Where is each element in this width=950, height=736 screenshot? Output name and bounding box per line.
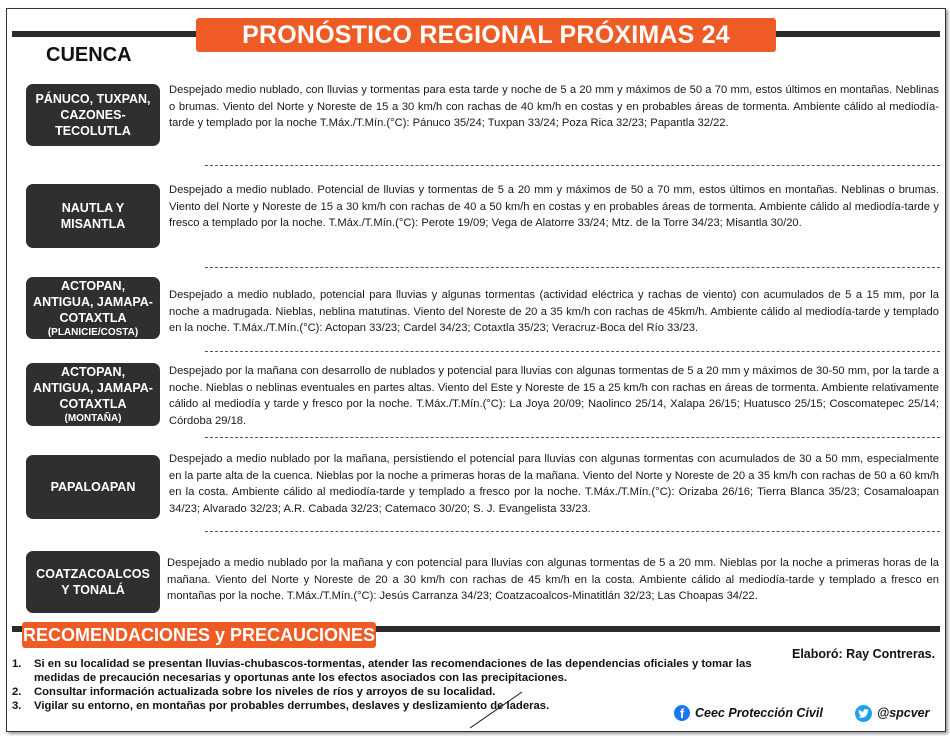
list-text: Consultar información actualizada sobre los niveles de ríos y arroyos de su localidad. <box>34 686 496 698</box>
facebook-icon: f <box>674 705 690 721</box>
region-forecast-actopan-costa: Despejado a medio nublado, potencial para lluvias y algunas tormentas (actividad eléctrica y rachas de viento) con acumulados de 5 a 15 mm, por la noche a madrugada. Nieblas, neblina matutinas. Viento del Noreste de 20 a 35 km/h con rachas de 45km/h. Ambiente cálido al mediodía-tarde y templado en la noche. T.Máx./T.Mín.(°C): Actopan 33/23; Cardel 34/23; Cotaxtla 35/23; Veracruz-Boca del Río 33/23. <box>169 289 939 334</box>
basin-heading: CUENCA <box>46 44 132 66</box>
region-label-line: ACTOPAN, <box>60 365 126 379</box>
region-label-line: COATZACOALCOS <box>36 567 150 581</box>
twitter-link[interactable] <box>855 702 930 724</box>
list-number: 2. <box>12 686 22 698</box>
region-label-line: PÁNUCO, TUXPAN, <box>35 92 151 106</box>
region-forecast-nautla: Despejado a medio nublado. Potencial de lluvias y tormentas de 5 a 20 mm y máximos de 50 a 70 mm, estos últimos en montañas. Neblinas o brumas. Viento del Norte y Noreste de 15 a 30 km/h con rachas de 40 a 50 km/h en costas y en probables áreas de tormenta. Ambiente cálido al mediodía-tarde y fresco a templado por la noche. T.Máx./T.Mín.(°C): Perote 19/09; Vega de Alatorre 33/24; Mtz. de la Torre 34/23; Misantla 30/20. <box>169 184 939 229</box>
region-label-papaloapan <box>26 455 160 519</box>
region-forecast-panuco: Despejado medio nublado, con lluvias y tormentas para esta tarde y noche de 5 a 20 mm y máximos de 50 a 70 mm, estos últimos en montañas. Neblinas o brumas. Viento del Norte y Noreste de 15 a 30 km/h con rachas de 40 km/h en costas y en probables áreas de tormenta. Ambiente cálido al mediodía-tarde y templado por la noche T.Máx./T.Mín.(°C): Pánuco 35/24; Tuxpan 33/24; Poza Rica 32/23; Papantla 32/22. <box>169 84 939 129</box>
region-label-coatzacoalcos <box>26 551 160 613</box>
region-label-line: ANTIGUA, JAMAPA- <box>33 381 153 395</box>
region-label-line: MISANTLA <box>60 217 126 231</box>
region-label-sub: (PLANICIE/COSTA) <box>47 326 139 338</box>
region-label-actopan-montana <box>26 363 160 426</box>
list-item <box>12 685 772 699</box>
dashed-divider <box>205 165 940 166</box>
recommendations-list <box>12 657 772 713</box>
region-label-line: PAPALOAPAN <box>50 480 136 494</box>
list-item <box>12 657 772 685</box>
region-label-sub: (MONTAÑA) <box>64 413 122 424</box>
dashed-divider <box>205 267 940 268</box>
list-text: Vigilar su entorno, en montañas por probables derrumbes, deslaves y deslizamiento de laderas. <box>34 700 550 712</box>
list-text: Si en su localidad se presentan lluvias-chubascos-tormentas, atender las recomendaciones de las dependencias oficiales y tomar las medidas de precaución necesarias y oportunas ante los efectos asociados con las precipitaciones. <box>34 658 752 684</box>
region-label-line: COTAXTLA <box>59 397 127 411</box>
region-label-actopan-costa <box>26 277 160 339</box>
twitter-icon <box>855 705 872 722</box>
region-label-panuco <box>26 84 160 146</box>
list-number: 1. <box>12 658 22 670</box>
dashed-divider <box>205 531 940 532</box>
recommendations-title: RECOMENDACIONES y PRECAUCIONES <box>22 622 376 648</box>
region-label-line: CAZONES- <box>60 108 126 122</box>
facebook-handle: Ceec Protección Civil <box>695 706 823 720</box>
region-label-line: TECOLUTLA <box>55 124 131 138</box>
facebook-link[interactable] <box>674 702 823 724</box>
dashed-divider <box>205 437 940 438</box>
region-forecast-actopan-montana: Despejado por la mañana con desarrollo de nublados y potencial para lluvias con algunas tormentas de 5 a 20 mm y máximos de 30-50 mm, por la tarde a noche. Nieblas o neblinas eventuales en partes altas. Viento del Este y Noreste de 15 a 25 km/h con rachas en áreas de tormenta. Ambiente relativamente cálido al mediodía y tarde y fresco por la noche. T.Máx./T.Mín.(°C): La Joya 20/09; Naolinco 25/14, Xalapa 26/15; Huatusco 25/15; Coscomatepec 25/14; Córdoba 29/18. <box>169 365 939 427</box>
list-number: 3. <box>12 700 22 712</box>
region-forecast-papaloapan: Despejado a medio nublado por la mañana, persistiendo el potencial para lluvias con algunas tormentas con acumulados de 30 a 50 mm, especialmente en la parte alta de la cuenca. Nieblas por la noche a primeras horas de la mañana. Viento del Norte y Noreste de 20 a 35 km/h con rachas de 50 a 60 km/h en la costa. Ambiente cálido al mediodía-tarde y templado a fresco por la noche. T.Máx./T.Mín.(°C): Orizaba 26/16; Tierra Blanca 35/23; Cosamaloapan 34/23; Alvarado 32/23; A.R. Cabada 32/23; Catemaco 30/20; S. J. Evangelista 33/23. <box>169 453 939 515</box>
dashed-divider <box>205 351 940 352</box>
region-label-line: Y TONALÁ <box>61 583 125 597</box>
page-title: PRONÓSTICO REGIONAL PRÓXIMAS 24 HORAS <box>196 18 776 52</box>
twitter-handle: @spcver <box>877 706 930 720</box>
region-label-line: ACTOPAN, <box>60 278 126 293</box>
signature-mark <box>466 690 526 730</box>
region-label-nautla <box>26 184 160 248</box>
region-forecast-coatzacoalcos: Despejado a medio nublado por la mañana y con potencial para lluvias con algunas tormentas de 5 a 20 mm. Nieblas por la noche a primeras horas de la mañana. Viento del Norte y Noreste de 20 a 30 km/h con rachas de 45 km/h en la costa. Ambiente cálido al mediodía-tarde y templado a fresco en montañas por la noche. T.Máx./T.Mín.(°C): Jesús Carranza 34/23; Coatzacoalcos-Minatitlán 32/23; Las Choapas 34/22. <box>167 557 939 602</box>
region-label-line: COTAXTLA <box>59 310 127 325</box>
region-label-line: ANTIGUA, JAMAPA- <box>33 294 153 309</box>
region-label-line: NAUTLA Y <box>61 201 125 215</box>
list-item <box>12 699 772 713</box>
author-credit: Elaboró: Ray Contreras. <box>792 647 936 661</box>
